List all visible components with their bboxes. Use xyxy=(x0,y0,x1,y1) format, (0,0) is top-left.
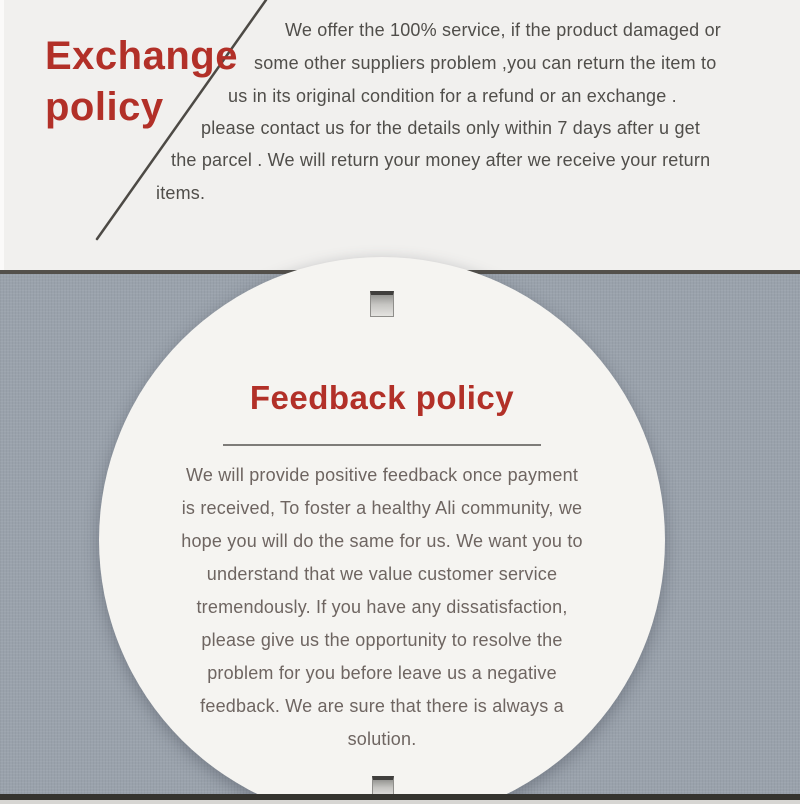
bottom-edge-strip xyxy=(0,800,800,804)
exchange-title-line1: Exchange xyxy=(45,33,238,78)
feedback-circle-tag xyxy=(99,257,665,804)
feedback-policy-line: solution. xyxy=(347,729,417,750)
exchange-policy-line: items. xyxy=(156,183,206,203)
exchange-title-line2: policy xyxy=(45,84,164,129)
feedback-policy-line: We will provide positive feedback once payment xyxy=(185,465,579,486)
exchange-policy-line: the parcel . We will return your money after we receive your return xyxy=(171,150,711,170)
feedback-policy-line: tremendously. If you have any dissatisfaction, xyxy=(196,597,568,618)
exchange-policy-line: We offer the 100% service, if the product damaged or xyxy=(285,20,721,40)
tag-hole-top xyxy=(370,291,394,317)
exchange-policy-line: some other suppliers problem ,you can return the item to xyxy=(254,53,717,73)
exchange-policy-line: please contact us for the details only within 7 days after u get xyxy=(201,118,701,138)
feedback-title-underline xyxy=(223,444,541,446)
exchange-policy-section xyxy=(0,0,800,270)
feedback-policy-line: understand that we value customer service xyxy=(206,564,558,585)
exchange-policy-line: us in its original condition for a refund or an exchange . xyxy=(228,86,677,106)
feedback-policy-line: problem for you before leave us a negative xyxy=(207,663,557,684)
feedback-policy-line: is received, To foster a healthy Ali community, we xyxy=(181,498,583,519)
feedback-policy-line: hope you will do the same for us. We want you to xyxy=(181,531,583,552)
feedback-policy-line: feedback. We are sure that there is always a xyxy=(200,696,564,717)
feedback-policy-text xyxy=(99,459,665,756)
feedback-policy-line: please give us the opportunity to resolve the xyxy=(201,630,563,651)
feedback-policy-title: Feedback policy xyxy=(249,379,515,416)
